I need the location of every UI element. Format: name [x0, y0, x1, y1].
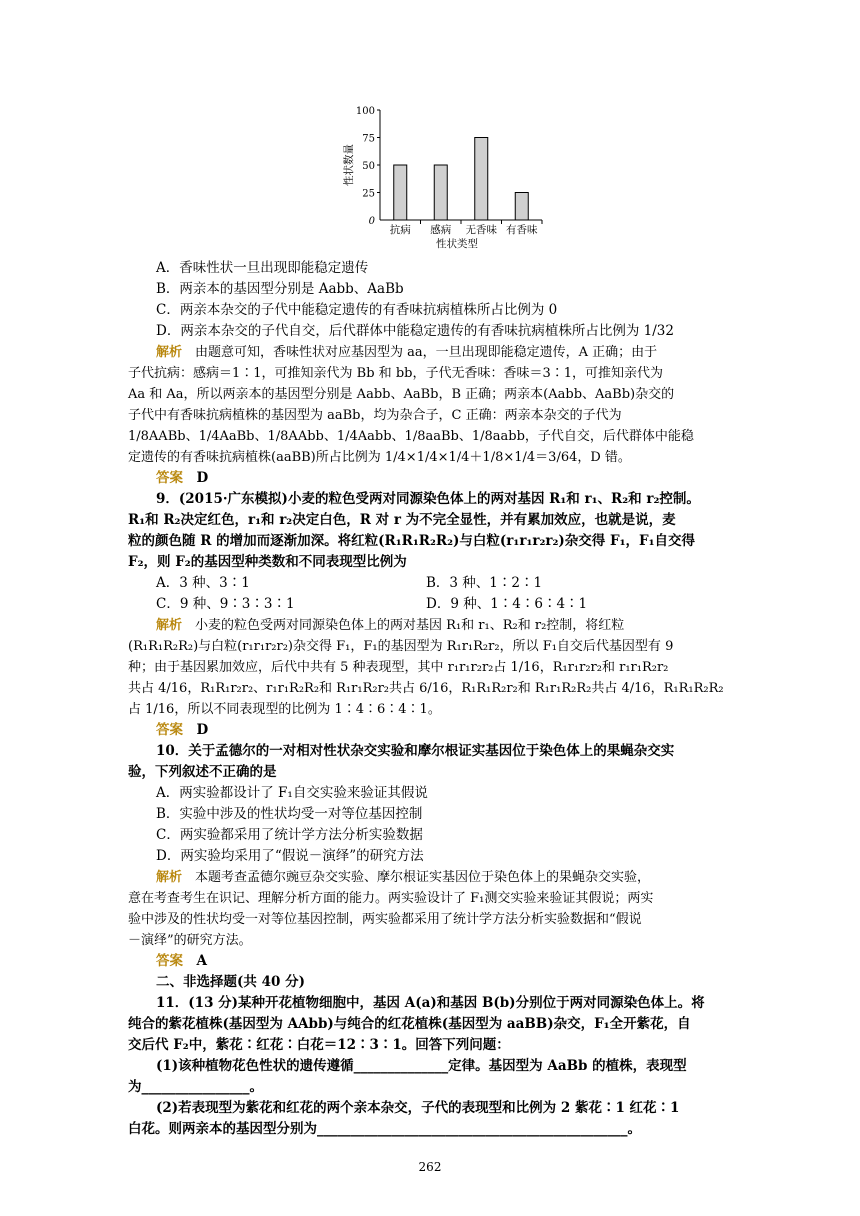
q11-part2: 白花。则两亲本的基因型分别为______________________________________________。 — [128, 1121, 641, 1137]
y-tick-label: 50 — [362, 161, 375, 172]
q10-stem: 验，下列叙述不正确的是 — [128, 764, 277, 780]
question-content — [128, 258, 738, 1140]
q11-part2: (2)若表现型为紫花和红花的两个亲本杂交，子代的表现型和比例为 2 紫花∶1 红花∶1 — [156, 1100, 680, 1116]
q8-analysis-line: Aa 和 Aa，所以两亲本的基因型分别是 Aabb、AaBb，B 正确；两亲本(Aabb、AaBb)杂交的 — [128, 387, 675, 402]
q11-stem: 纯合的紫花植株(基因型为 AAbb)与纯合的红花植株(基因型为 aaBB)杂交，F₁全开紫花，自 — [128, 1016, 691, 1032]
q9-analysis-text: 小麦的粒色受两对同源染色体上的两对基因 R₁和 r₁、R₂和 r₂控制，将红粒 — [195, 618, 625, 633]
q11-part1: (1)该种植物花色性状的遗传遵循______________定律。基因型为 AaBb 的植株，表现型 — [156, 1058, 687, 1074]
bar — [515, 193, 528, 221]
q9-option-a: A．3 种、3∶1 — [156, 575, 250, 591]
x-tick-label: 有香味 — [506, 224, 538, 236]
q8-analysis-line: 1/8AABb、1/4AaBb、1/8AAbb、1/4Aabb、1/8aaBb、1/8aabb，子代自交，后代群体中能稳 — [128, 429, 694, 444]
q8-option-a: A．香味性状一旦出现即能稳定遗传 — [156, 260, 369, 276]
q9-option-b: B．3 种、1∶2∶1 — [426, 575, 543, 591]
q10-stem: 10．关于孟德尔的一对相对性状杂交实验和摩尔根证实基因位于染色体上的果蝇杂交实 — [156, 743, 675, 759]
q10-analysis-line: －演绎”的研究方法。 — [128, 933, 252, 948]
bar — [394, 165, 407, 220]
y-tick-label: 25 — [362, 188, 375, 200]
q9-stem: 粒的颜色随 R 的增加而逐渐加深。将红粒(R₁R₁R₂R₂)与白粒(r₁r₁r₂r₂)杂交得 F₁，F₁自交得 — [128, 533, 695, 549]
bar — [434, 165, 447, 220]
analysis-label: 解析 — [156, 345, 183, 360]
q9-options-row — [128, 573, 738, 594]
q9-option-c: C．9 种、9∶3∶3∶1 — [156, 596, 295, 612]
q9-analysis-line: (R₁R₁R₂R₂)与白粒(r₁r₁r₂r₂)杂交得 F₁，F₁的基因型为 R₁r₁R₂r₂，所以 F₁自交后代基因型有 9 — [128, 639, 674, 654]
q8-option-b: B．两亲本的基因型分别是 Aabb、AaBb — [156, 281, 404, 297]
page-number: 262 — [418, 1160, 442, 1174]
y-tick-label: 100 — [355, 106, 375, 117]
q9-stem: F₂，则 F₂的基因型种类数和不同表现型比例为 — [128, 554, 407, 570]
y-tick-label: 75 — [362, 133, 375, 145]
q10-option-b: B．实验中涉及的性状均受一对等位基因控制 — [156, 806, 423, 822]
q10-analysis-line: 验中涉及的性状均受一对等位基因控制，两实验都采用了统计学方法分析实验数据和“假说 — [128, 912, 642, 927]
q8-option-c: C．两亲本杂交的子代中能稳定遗传的有香味抗病植株所占比例为 0 — [156, 302, 558, 318]
answer-value: D — [196, 722, 209, 738]
y-axis-label: 性状数量 — [343, 144, 355, 186]
x-tick-label: 无香味 — [465, 224, 497, 236]
q9-analysis-line: 种；由于基因累加效应，后代中共有 5 种表现型，其中 r₁r₁r₂r₂占 1/16，R₁r₁r₂r₂和 r₁r₁R₂r₂ — [128, 660, 669, 675]
q8-analysis-text: 由题意可知，香味性状对应基因型为 aa，一旦出现即能稳定遗传，A 正确；由于 — [195, 345, 658, 360]
q10-answer — [128, 951, 738, 972]
q8-analysis-line — [128, 342, 738, 363]
q10-analysis-text: 本题考查孟德尔豌豆杂交实验、摩尔根证实基因位于染色体上的果蝇杂交实验， — [195, 870, 651, 885]
q9-option-d: D．9 种、1∶4∶6∶4∶1 — [426, 596, 588, 612]
answer-label: 答案 — [156, 722, 183, 738]
q9-analysis-line: 共占 4/16，R₁R₁r₂r₂、r₁r₁R₂R₂和 R₁r₁R₂r₂共占 6/16，R₁R₁R₂r₂和 R₁r₁R₂R₂共占 4/16，R₁R₁R₂R₂ — [128, 681, 724, 696]
x-tick-label: 感病 — [430, 224, 452, 236]
y-tick-label: 0 — [368, 216, 375, 227]
q10-analysis-line — [128, 867, 738, 888]
bar — [475, 138, 488, 221]
q8-option-d: D．两亲本杂交的子代自交，后代群体中能稳定遗传的有香味抗病植株所占比例为 1/32 — [156, 323, 674, 339]
analysis-label: 解析 — [156, 870, 183, 885]
answer-value: D — [196, 470, 209, 486]
answer-value: A — [196, 953, 207, 969]
answer-label: 答案 — [156, 953, 183, 969]
q9-analysis-line — [128, 615, 738, 636]
q8-analysis-line: 定遗传的有香味抗病植株(aaBB)所占比例为 1/4×1/4×1/4＋1/8×1/4＝3/64，D 错。 — [128, 450, 631, 465]
q11-stem: 11．(13 分)某种开花植物细胞中，基因 A(a)和基因 B(b)分别位于两对同源染色体上。将 — [156, 995, 705, 1011]
q9-options-row — [128, 594, 738, 615]
trait-bar-chart — [338, 100, 558, 255]
q11-stem: 交后代 F₂中，紫花∶红花∶白花＝12∶3∶1。回答下列问题： — [128, 1037, 510, 1053]
q9-stem: R₁和 R₂决定红色，r₁和 r₂决定白色，R 对 r 为不完全显性，并有累加效应，也就是说，麦 — [128, 512, 676, 528]
section-heading: 二、非选择题(共 40 分) — [156, 974, 305, 990]
x-tick-label: 抗病 — [389, 224, 411, 236]
q10-option-d: D．两实验均采用了“假说－演绎”的研究方法 — [156, 848, 424, 864]
analysis-label: 解析 — [156, 618, 183, 633]
q8-analysis-line: 子代抗病：感病＝1∶1，可推知亲代为 Bb 和 bb，子代无香味：香味＝3∶1，可推知亲代为 — [128, 366, 663, 381]
chart-plot-area — [342, 106, 542, 250]
q11-part1: 为________________。 — [128, 1079, 263, 1095]
answer-label: 答案 — [156, 470, 183, 486]
q9-answer — [128, 720, 738, 741]
x-axis-label: 性状类型 — [436, 238, 478, 250]
q8-answer — [128, 468, 738, 489]
q10-analysis-line: 意在考查考生在识记、理解分析方面的能力。两实验设计了 F₁测交实验来验证其假说；两实 — [128, 891, 654, 906]
q9-analysis-line: 占 1/16，所以不同表现型的比例为 1∶4∶6∶4∶1。 — [128, 702, 441, 717]
q9-stem: 9．(2015·广东模拟)小麦的粒色受两对同源染色体上的两对基因 R₁和 r₁、R₂和 r₂控制。 — [156, 491, 700, 507]
q10-option-a: A．两实验都设计了 F₁自交实验来验证其假说 — [156, 785, 428, 801]
q10-option-c: C．两实验都采用了统计学方法分析实验数据 — [156, 827, 423, 843]
q8-analysis-line: 子代中有香味抗病植株的基因型为 aaBb，均为杂合子，C 正确：两亲本杂交的子代为 — [128, 408, 622, 423]
